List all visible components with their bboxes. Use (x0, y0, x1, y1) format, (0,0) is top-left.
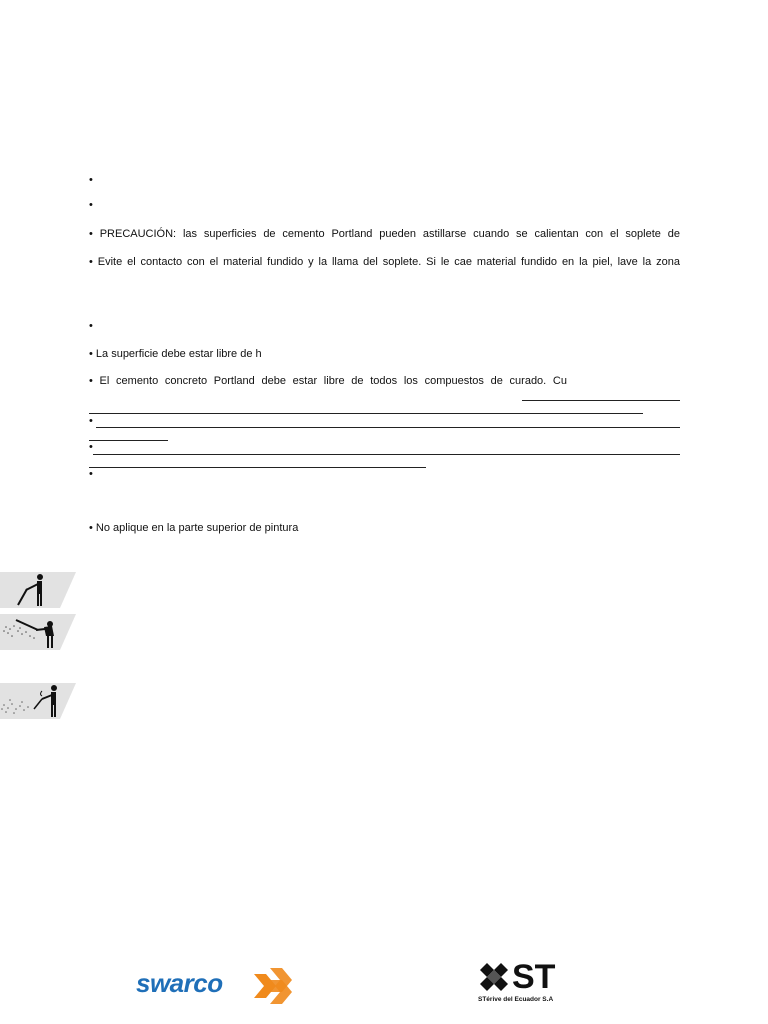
empty-bullet-2: • (89, 199, 93, 211)
swarco-logo (136, 968, 223, 999)
fill-in-rule (89, 440, 168, 441)
empty-bullet-6: • (89, 468, 93, 480)
cement-line: • El cemento concreto Portland debe estar libre de todos los compuestos de curado. Cu (89, 375, 567, 387)
st-logo-text: ST (512, 958, 556, 996)
fill-in-rule (522, 400, 680, 401)
avoid-contact-line: • Evite el contacto con el material fundido y la llama del soplete. Si le cae material fundido en la piel, lave la zona (89, 256, 680, 268)
surface-line: • La superficie debe estar libre de h (89, 348, 262, 360)
worker-spraying-icon (0, 614, 82, 650)
st-logo-subtitle: STérive del Ecuador S.A (478, 996, 554, 1003)
empty-bullet-4: • (89, 415, 93, 427)
fill-in-rule (93, 454, 680, 455)
empty-bullet-5: • (89, 441, 93, 453)
swarco-mark-icon (250, 966, 296, 1006)
fill-in-rule (89, 467, 426, 468)
no-apply-line: • No aplique en la parte superior de pintura (89, 522, 299, 534)
worker-heating-icon (0, 683, 82, 719)
empty-bullet-3: • (89, 320, 93, 332)
st-mark-icon (478, 962, 512, 992)
precaution-line: • PRECAUCIÓN: las superficies de cemento Portland pueden astillarse cuando se calientan con el soplete de (89, 228, 680, 240)
fill-in-rule (96, 427, 680, 428)
worker-torch-icon (0, 572, 82, 608)
swarco-logo-text: swarco (136, 968, 223, 998)
empty-bullet-1: • (89, 174, 93, 186)
fill-in-rule (89, 413, 643, 414)
